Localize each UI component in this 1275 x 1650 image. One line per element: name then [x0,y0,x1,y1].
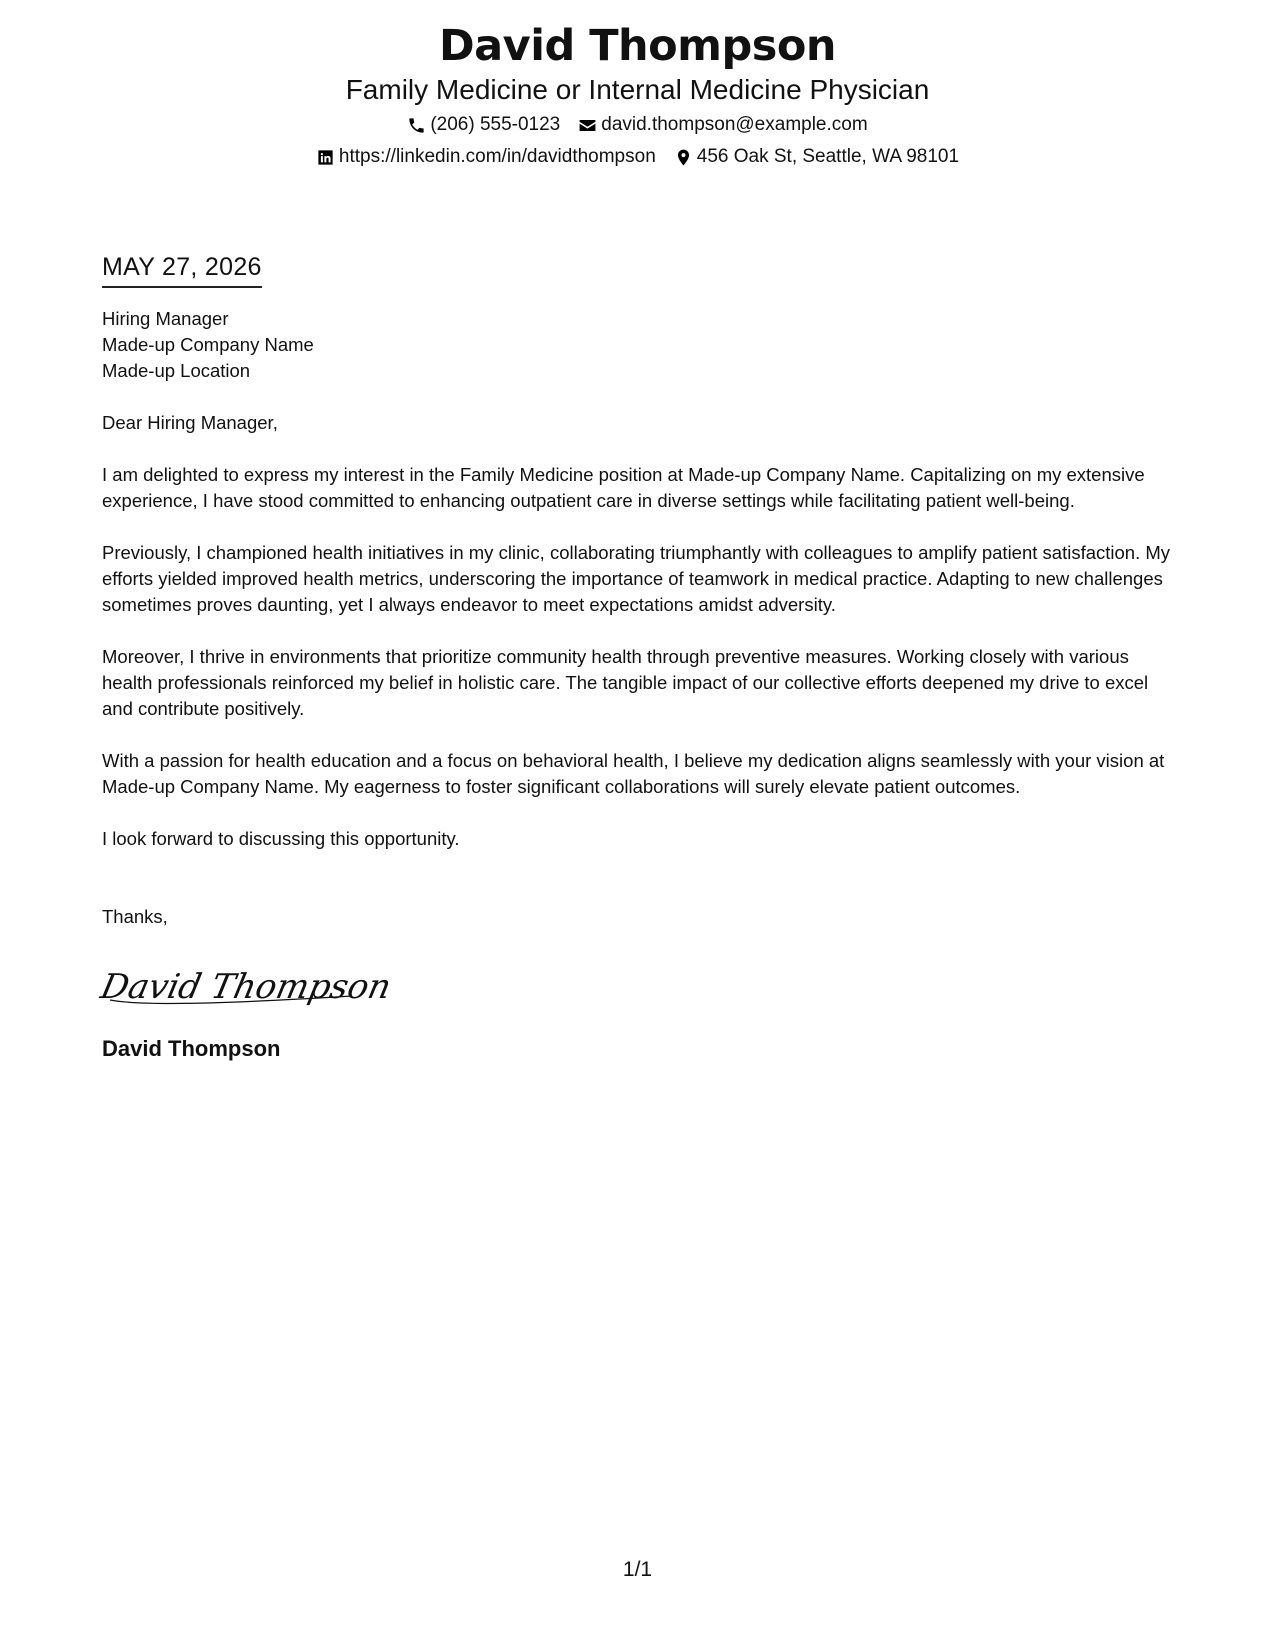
body-paragraph: Previously, I championed health initiatives in my clinic, collaborating triumphantly with colleagues to amplify patient satisfaction. My efforts yielded improved health metrics, underscoring the importance of teamwork in medical practice. Adapting to new challenges sometimes proves daunting, yet I always endeavor to meet expectations amidst adversity. [102,542,1171,615]
address-text: 456 Oak St, Seattle, WA 98101 [696,146,960,167]
contact-address [674,142,959,172]
body-paragraph: I am delighted to express my interest in the Family Medicine position at Made-up Company Name. Capitalizing on my extensive experience, I have stood committed to enhancing outpatient care in diverse settings while facilitating patient well-being. [102,464,1145,511]
contact-row-1 [0,110,1275,140]
recipient-line: Made-up Location [102,360,251,381]
body-paragraph: With a passion for health education and a focus on behavioral health, I believe my dedication aligns seamlessly with your vision at Made-up Company Name. My eagerness to foster significant collaborations will surely elevate patient outcomes. [102,750,1165,797]
map-marker-icon [674,148,693,167]
contact-linkedin[interactable] [316,142,656,172]
recipient-line: Hiring Manager [102,308,229,329]
phone-icon [407,116,426,135]
page-number: 1/1 [622,1558,653,1581]
recipient-block [102,306,1182,384]
contact-row-2 [0,142,1275,172]
signature-drawing [97,956,395,1016]
signoff: Thanks, [102,906,168,927]
linkedin-link[interactable]: https://linkedin.com/in/davidthompson [338,146,656,167]
signed-name: David Thompson [102,1036,281,1061]
closing-line: I look forward to discussing this opportunity. [102,828,460,849]
email-link[interactable]: david.thompson@example.com [601,114,868,135]
envelope-icon [578,116,597,135]
body-paragraph: Moreover, I thrive in environments that prioritize community health through preventive measures. Working closely with various health professionals reinforced my belief in holistic care. The tangible impact of our collective efforts deepened my drive to excel and contribute positively. [102,646,1149,719]
letter-header [0,20,1275,172]
contact-email[interactable] [578,110,867,140]
letter-body [97,250,1182,1064]
recipient-line: Made-up Company Name [102,334,314,355]
linkedin-icon [316,148,335,167]
handwritten-signature [97,956,395,1016]
contact-phone [407,110,560,140]
salutation: Dear Hiring Manager, [102,412,278,433]
phone-text: (206) 555-0123 [430,114,561,135]
applicant-name: David Thompson [438,21,837,71]
letter-date: MAY 27, 2026 [102,250,262,288]
signature-text: David Thompson [97,967,395,1007]
applicant-title: Family Medicine or Internal Medicine Physician [345,74,930,105]
